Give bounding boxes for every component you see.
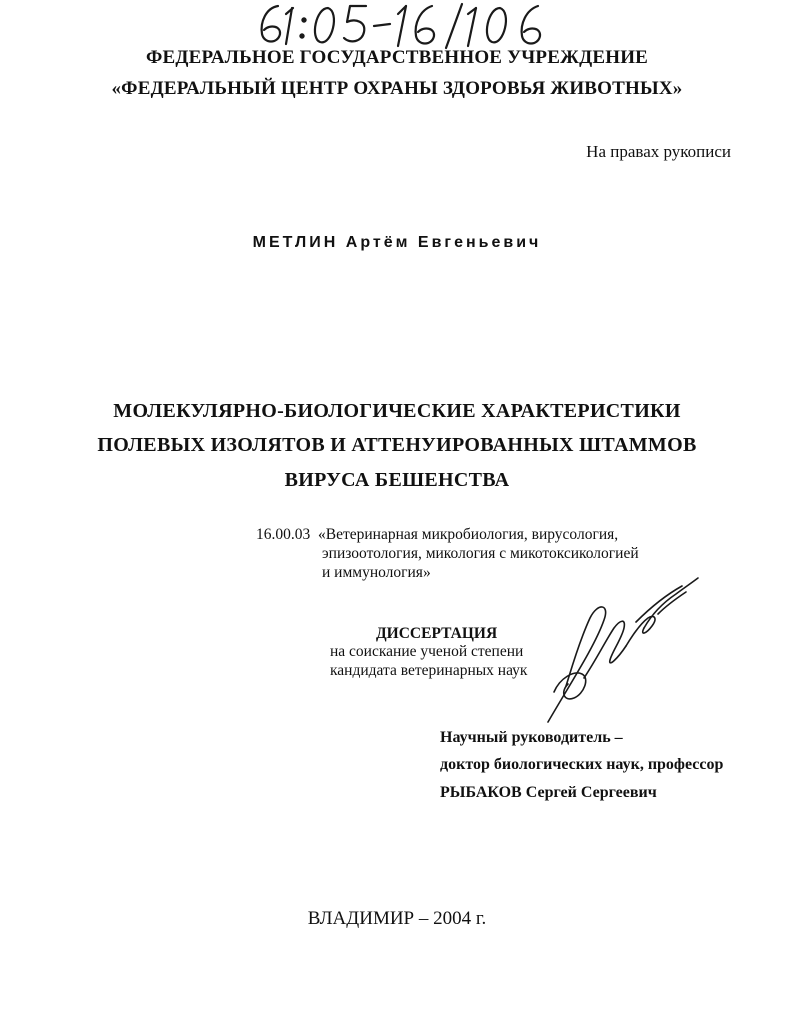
specialty-name-line-3: и иммунология» — [322, 564, 431, 581]
manuscript-rights-note: На правах рукописи — [586, 142, 731, 161]
advisor-name: РЫБАКОВ Сергей Сергеевич — [440, 784, 657, 801]
degree-line-1: на соискание ученой степени — [330, 643, 524, 660]
specialty-name-line-2: эпизоотология, микология с микотоксикологией — [322, 545, 639, 562]
institution-name-line-1: ФЕДЕРАЛЬНОЕ ГОСУДАРСТВЕННОЕ УЧРЕЖДЕНИЕ — [145, 47, 649, 68]
dissertation-heading: ДИССЕРТАЦИЯ — [376, 625, 498, 642]
signature-drawing — [540, 574, 705, 724]
author-signature — [540, 574, 705, 724]
archive-code-handwritten — [248, 0, 548, 52]
city-and-year: ВЛАДИМИР – 2004 г. — [307, 908, 487, 929]
advisor-degree: доктор биологических наук, профессор — [440, 756, 724, 773]
dissertation-title-line-3: ВИРУСА БЕШЕНСТВА — [284, 469, 510, 491]
degree-line-2: кандидата ветеринарных наук — [330, 662, 528, 679]
institution-name-line-2: «ФЕДЕРАЛЬНЫЙ ЦЕНТР ОХРАНЫ ЗДОРОВЬЯ ЖИВОТНЫХ» — [111, 78, 683, 99]
dissertation-title-line-1: МОЛЕКУЛЯРНО-БИОЛОГИЧЕСКИЕ ХАРАКТЕРИСТИКИ — [113, 400, 681, 422]
dissertation-title-line-2: ПОЛЕВЫХ ИЗОЛЯТОВ И АТТЕНУИРОВАННЫХ ШТАММОВ — [97, 434, 697, 456]
specialty-name-line-1: «Ветеринарная микробиология, вирусология, — [318, 526, 619, 543]
author-name: МЕТЛИН Артём Евгеньевич — [252, 234, 542, 251]
specialty-code: 16.00.03 — [256, 526, 311, 543]
advisor-label: Научный руководитель – — [440, 729, 623, 746]
archive-code-drawing — [248, 0, 548, 52]
